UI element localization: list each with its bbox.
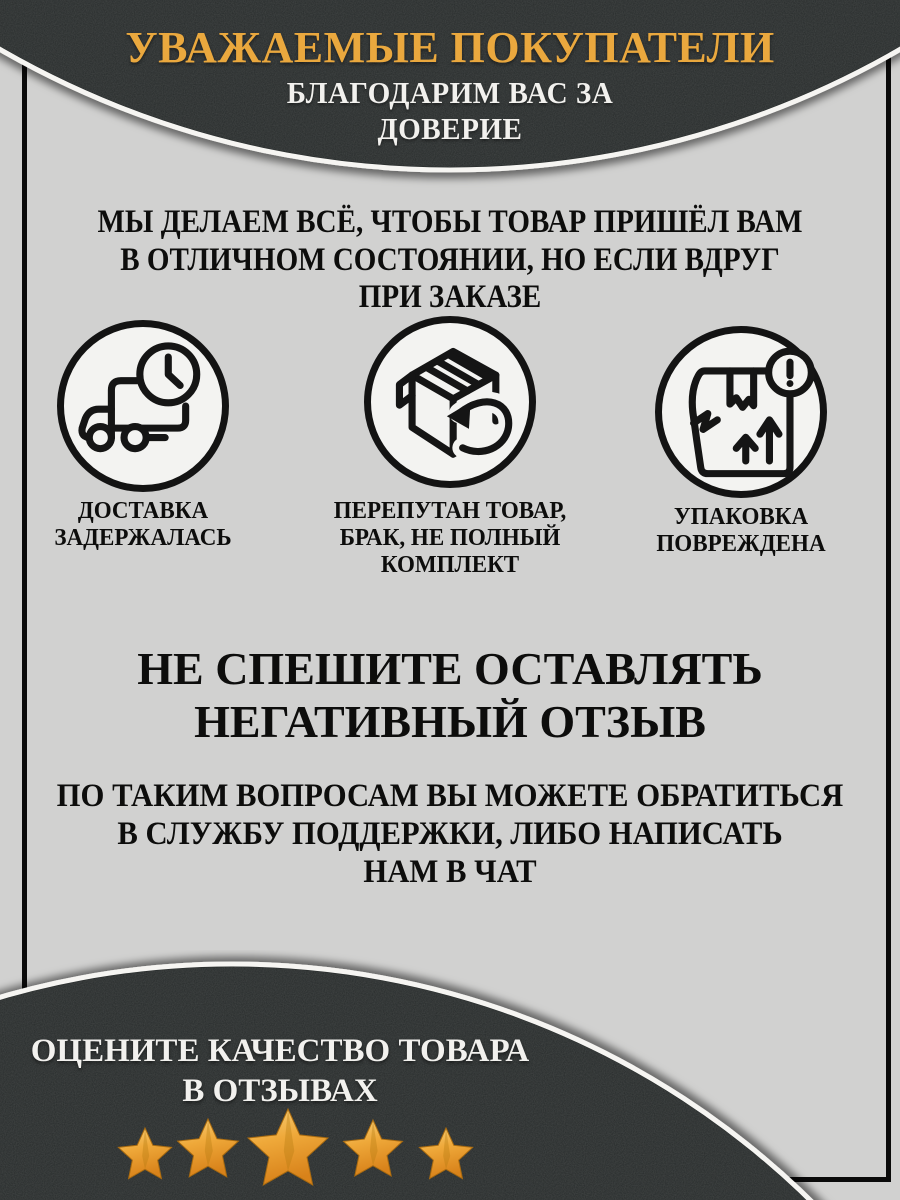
intro-paragraph bbox=[54, 204, 846, 317]
star-icon bbox=[118, 1128, 171, 1179]
star-icon bbox=[178, 1119, 239, 1177]
star-icon bbox=[419, 1128, 472, 1179]
intro-line2: В ОТЛИЧНОМ СОСТОЯНИИ, НО ЕСЛИ ВДРУГ bbox=[120, 241, 780, 278]
issue-circle-delivery bbox=[57, 320, 229, 492]
issue-label-wrong-item bbox=[316, 498, 585, 579]
issue-label-line: ПЕРЕПУТАН ТОВАР, bbox=[333, 498, 567, 524]
issue-circle-wrong-item bbox=[364, 316, 536, 488]
issue-label-line: УПАКОВКА bbox=[673, 504, 809, 530]
issue-label-line: БРАК, НЕ ПОЛНЫЙ bbox=[339, 525, 561, 551]
truck-clock-icon bbox=[64, 327, 222, 485]
header-subtitle-line1: БЛАГОДАРИМ ВАС ЗА bbox=[286, 75, 614, 110]
support-paragraph bbox=[32, 777, 869, 891]
star-icon bbox=[248, 1109, 328, 1185]
warning-line2: НЕГАТИВНЫЙ ОТЗЫВ bbox=[194, 696, 706, 747]
page-title: УВАЖАЕМЫЕ ПОКУПАТЕЛИ bbox=[125, 23, 775, 72]
warning-line1: НЕ СПЕШИТЕ ОСТАВЛЯТЬ bbox=[137, 643, 763, 694]
issue-label-line: ЗАДЕРЖАЛАСЬ bbox=[54, 525, 232, 551]
support-line2: В СЛУЖБУ ПОДДЕРЖКИ, ЛИБО НАПИСАТЬ bbox=[117, 816, 783, 852]
support-line3: НАМ В ЧАТ bbox=[363, 854, 537, 890]
issue-label-delivery bbox=[28, 498, 258, 552]
package-damaged-icon bbox=[662, 333, 820, 491]
support-line1: ПО ТАКИМ ВОПРОСАМ ВЫ МОЖЕТЕ ОБРАТИТЬСЯ bbox=[56, 778, 844, 814]
header-subtitle-line2: ДОВЕРИЕ bbox=[377, 111, 523, 146]
warning-heading bbox=[0, 642, 900, 748]
issue-label-line: ПОВРЕЖДЕНА bbox=[656, 531, 826, 557]
issue-label-damaged bbox=[626, 504, 856, 558]
intro-line3: ПРИ ЗАКАЗЕ bbox=[358, 279, 542, 315]
star-icon bbox=[344, 1120, 403, 1176]
footer-line2: В ОТЗЫВАХ bbox=[182, 1073, 378, 1109]
header-subtitle bbox=[27, 75, 873, 147]
issue-circle-damaged bbox=[655, 326, 827, 498]
rating-stars bbox=[110, 1105, 480, 1200]
footer-heading bbox=[0, 1031, 560, 1111]
issue-label-line: КОМПЛЕКТ bbox=[380, 552, 520, 578]
box-return-icon bbox=[371, 323, 529, 481]
intro-line1: МЫ ДЕЛАЕМ ВСЁ, ЧТОБЫ ТОВАР ПРИШЁЛ ВАМ bbox=[97, 204, 803, 240]
footer-line1: ОЦЕНИТЕ КАЧЕСТВО ТОВАРА bbox=[30, 1033, 530, 1069]
issue-label-line: ДОСТАВКА bbox=[77, 498, 209, 524]
